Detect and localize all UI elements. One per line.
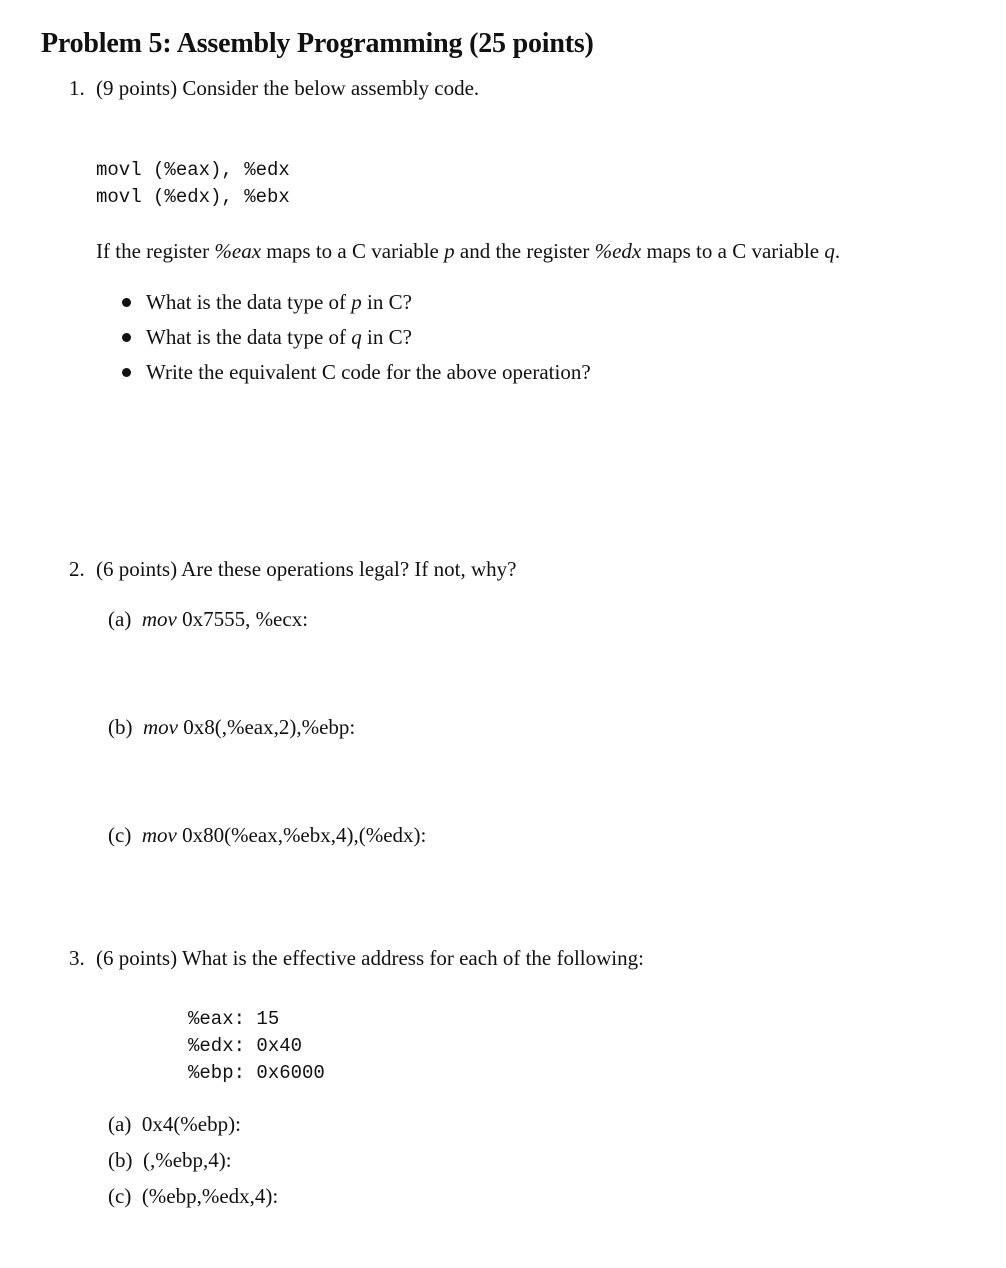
item-op: mov — [143, 715, 178, 739]
question-2-item-a — [108, 607, 308, 632]
register-edx: %edx — [594, 239, 642, 263]
bullet-icon — [122, 368, 131, 377]
question-3-number: 3. — [69, 946, 85, 970]
question-2-prompt: (6 points) Are these operations legal? If not, why? — [96, 557, 517, 581]
question-3-item-a — [108, 1112, 241, 1137]
code-line-1: movl (%eax), %edx — [96, 159, 290, 181]
question-3-item-b — [108, 1148, 232, 1173]
variable-q: q — [824, 239, 835, 263]
item-op: mov — [141, 823, 177, 847]
bullet-text: in C? — [361, 325, 412, 349]
item-label: (b) — [108, 1148, 133, 1172]
item-label: (a) — [108, 1112, 132, 1136]
bullet-item-1 — [122, 290, 412, 315]
code-line-2: movl (%edx), %ebx — [96, 186, 290, 208]
item-label: (c) — [108, 1184, 132, 1208]
question-1-header — [69, 76, 479, 101]
bullet-item-3 — [122, 360, 591, 385]
item-label: (b) — [108, 715, 133, 739]
question-2-item-b — [108, 715, 355, 740]
text-fragment: If the register — [96, 239, 215, 263]
register-value-eax: %eax: 15 — [188, 1008, 280, 1030]
bullet-icon — [122, 333, 131, 342]
item-label: (a) — [108, 607, 132, 631]
item-args: 0x8(,%eax,2),%ebp: — [183, 715, 356, 739]
page-title: Problem 5: Assembly Programming (25 points) — [41, 28, 594, 59]
bullet-var: p — [351, 290, 362, 314]
question-2-header — [69, 557, 516, 582]
question-1-number: 1. — [69, 76, 85, 100]
question-3-item-c — [108, 1184, 278, 1209]
question-2-number: 2. — [69, 557, 85, 581]
item-label: (c) — [108, 823, 132, 847]
register-values-block — [188, 1006, 325, 1087]
text-fragment: and the register — [454, 239, 595, 263]
item-expr: (%ebp,%edx,4): — [141, 1184, 279, 1208]
register-eax: %eax — [214, 239, 262, 263]
text-fragment: . — [834, 239, 841, 263]
question-3-header — [69, 946, 644, 971]
bullet-text: What is the data type of — [146, 325, 352, 349]
bullet-text: in C? — [361, 290, 412, 314]
item-expr: 0x4(%ebp): — [141, 1112, 241, 1136]
bullet-text: What is the data type of — [146, 290, 352, 314]
bullet-icon — [122, 298, 131, 307]
question-3-prompt: (6 points) What is the effective address for each of the following: — [96, 946, 644, 970]
item-args: 0x80(%eax,%ebx,4),(%edx): — [182, 823, 427, 847]
item-expr: (,%ebp,4): — [143, 1148, 232, 1172]
question-2-item-c — [108, 823, 426, 848]
register-value-ebp: %ebp: 0x6000 — [188, 1062, 325, 1084]
bullet-text: Write the equivalent C code for the above operation? — [146, 360, 591, 384]
assembly-code-block — [96, 157, 290, 211]
item-op: mov — [141, 607, 177, 631]
text-fragment: maps to a C variable — [261, 239, 445, 263]
item-args: 0x7555, %ecx: — [182, 607, 309, 631]
variable-p: p — [444, 239, 455, 263]
question-1-prompt: (9 points) Consider the below assembly code. — [96, 76, 480, 100]
text-fragment: maps to a C variable — [641, 239, 825, 263]
bullet-item-2 — [122, 325, 412, 350]
bullet-var: q — [351, 325, 362, 349]
register-mapping-text — [96, 239, 840, 264]
register-value-edx: %edx: 0x40 — [188, 1035, 303, 1057]
